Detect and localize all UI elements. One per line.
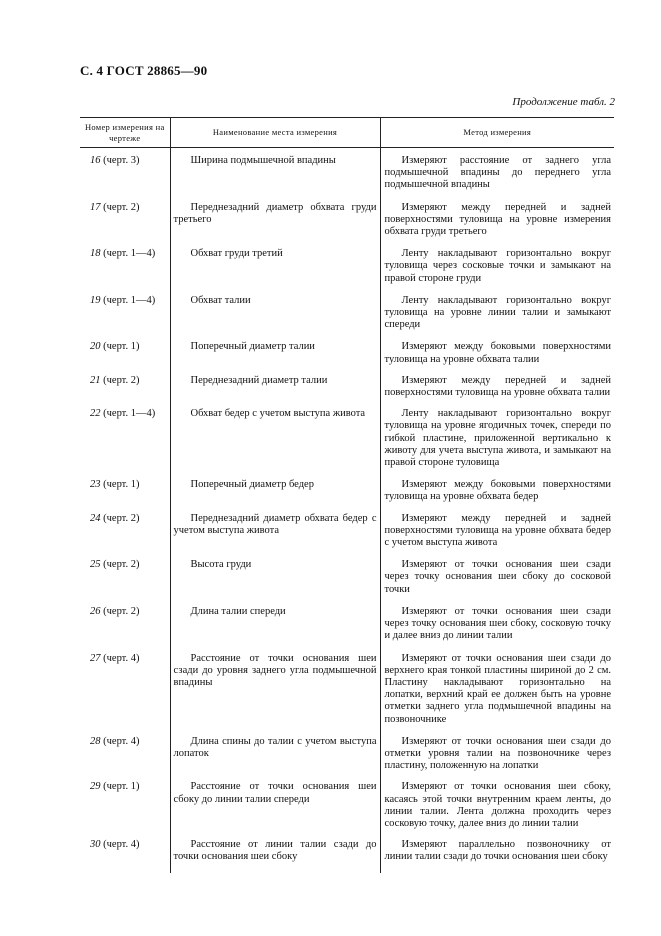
measurement-number — [80, 839, 170, 872]
measurement-method-text: Измеряют от точки основания шеи сзади до отметки уровня талии на позвоночнике через пластину, положенную на лопатки — [384, 735, 611, 772]
measurement-number — [80, 202, 170, 249]
table-row — [80, 559, 614, 606]
measurement-method — [380, 839, 614, 872]
measurement-name — [170, 375, 380, 408]
table-row — [80, 375, 614, 408]
measurement-number — [80, 653, 170, 736]
measurement-number — [80, 341, 170, 374]
measurement-number — [80, 781, 170, 839]
measurement-number — [80, 606, 170, 653]
measurement-name-text: Длина талии спереди — [190, 605, 286, 617]
measurement-name-text: Высота груди — [190, 559, 252, 571]
measurement-method — [380, 559, 614, 606]
measurement-method — [380, 295, 614, 342]
table-row — [80, 248, 614, 295]
measurement-name — [170, 202, 380, 249]
measurement-number-value: 21 — [90, 374, 101, 386]
table-row — [80, 606, 614, 653]
measurement-number-value: 17 — [90, 201, 101, 213]
drawing-reference: (черт. 1) — [103, 341, 140, 353]
measurement-method-text: Ленту накладывают горизонтально вокруг туловища через сосковые точки и замыкают на правой стороне груди — [384, 248, 611, 284]
measurement-number-value: 27 — [90, 652, 101, 664]
measurement-method-text: Измеряют параллельно позвоночнику от линии талии сзади до точки основания шеи сбоку — [384, 839, 611, 863]
measurement-method-text: Ленту накладывают горизонтально вокруг туловища на уровне ягодичных точек, спереди по гибкой пластине, приложенной вертикально к животу для учета выступа живота, и замыкают на правой стороне туловища — [384, 408, 611, 469]
measurement-name-text: Переднезадний диаметр обхвата груди третьего — [173, 201, 377, 225]
measurement-method — [380, 341, 614, 374]
table-row — [80, 148, 614, 202]
measurement-method-text: Измеряют от точки основания шеи сзади через точку основания шеи сбоку, сосковую точку и далее вниз до линии талии — [384, 605, 611, 642]
measurement-name-text: Поперечный диаметр талии — [190, 341, 315, 353]
drawing-reference: (черт. 4) — [103, 839, 140, 851]
measurement-number-value: 18 — [90, 248, 101, 260]
measurement-name-text: Обхват груди третий — [190, 248, 283, 260]
table-row — [80, 653, 614, 736]
measurement-number-value: 24 — [90, 512, 101, 524]
drawing-reference: (черт. 2) — [103, 605, 140, 617]
table-row — [80, 781, 614, 839]
drawing-reference: (черт. 4) — [103, 735, 140, 747]
measurement-number — [80, 513, 170, 560]
measurement-method — [380, 513, 614, 560]
measurement-name — [170, 148, 380, 202]
table-row — [80, 295, 614, 342]
table-row — [80, 202, 614, 249]
table-row — [80, 341, 614, 374]
drawing-reference: (черт. 1) — [103, 781, 140, 793]
drawing-reference: (черт. 1—4) — [103, 408, 156, 420]
measurement-name — [170, 248, 380, 295]
measurement-method — [380, 202, 614, 249]
drawing-reference: (черт. 4) — [103, 652, 140, 664]
measurement-number-value: 29 — [90, 781, 101, 793]
measurement-number-value: 30 — [90, 839, 101, 851]
measurement-method — [380, 606, 614, 653]
measurement-method-text: Измеряют от точки основания шеи сзади через точку основания шеи сбоку до сосковой точки — [384, 559, 611, 595]
measurement-method-text: Измеряют от точки основания шеи сбоку, касаясь этой точки внутренним краем ленты, до линии талии. Лента должна проходить через сосковую точку, далее вниз до линии талии — [384, 781, 611, 829]
measurement-number-value: 25 — [90, 559, 101, 571]
table-row — [80, 839, 614, 872]
measurement-name-text: Поперечный диаметр бедер — [190, 479, 314, 491]
measurement-name-text: Обхват бедер с учетом выступа живота — [190, 408, 366, 420]
measurement-number-value: 19 — [90, 294, 101, 306]
measurement-number-value: 16 — [90, 155, 101, 166]
measurement-name — [170, 839, 380, 872]
measurement-number — [80, 736, 170, 782]
measurement-name-text: Ширина подмышечной впадины — [190, 155, 336, 166]
measurement-name-text: Расстояние от точки основания шеи сзади до уровня заднего угла подмышечной впадины — [173, 652, 377, 688]
table-row — [80, 408, 614, 479]
measurement-method-text: Измеряют между боковыми поверхностями туловища на уровне обхвата бедер — [384, 479, 611, 503]
measurement-number-value: 20 — [90, 341, 101, 353]
drawing-reference: (черт. 3) — [103, 155, 140, 166]
measurement-number-value: 22 — [90, 408, 101, 420]
table-row — [80, 479, 614, 512]
measurement-number-value: 26 — [90, 605, 101, 617]
measurement-name — [170, 736, 380, 782]
measurement-method-text: Измеряют между боковыми поверхностями туловища на уровне обхвата талии — [384, 341, 611, 365]
drawing-reference: (черт. 1—4) — [103, 294, 156, 306]
measurement-name — [170, 653, 380, 736]
measurement-method-text: Измеряют от точки основания шеи сзади до верхнего края тонкой пластины шириной до 2 см. Пластину накладывают горизонтально на лопатки, верхний край ее должен быть на уровне отметки заднего угла подмышечной впадины на позвоночнике — [384, 652, 611, 725]
measurement-name — [170, 295, 380, 342]
measurement-name — [170, 781, 380, 839]
measurement-name-text: Переднезадний диаметр обхвата бедер с учетом выступа живота — [173, 512, 377, 536]
measurement-method — [380, 408, 614, 479]
column-header-number: Номер измерения на чертеже — [80, 118, 170, 148]
measurement-number-value: 23 — [90, 479, 101, 491]
measurement-number — [80, 408, 170, 479]
table-row — [80, 736, 614, 782]
measurement-name-text: Переднезадний диаметр талии — [190, 374, 328, 386]
measurement-table — [80, 117, 614, 873]
measurement-method — [380, 736, 614, 782]
measurement-name-text: Расстояние от линии талии сзади до точки основания шеи сбоку — [173, 839, 377, 863]
drawing-reference: (черт. 2) — [103, 374, 140, 386]
measurement-method-text: Измеряют между передней и задней поверхностями туловища на уровне обхвата талии — [384, 374, 611, 399]
measurement-method — [380, 375, 614, 408]
measurement-name — [170, 341, 380, 374]
column-header-method: Метод измерения — [380, 118, 614, 148]
measurement-method — [380, 781, 614, 839]
measurement-method-text: Измеряют расстояние от заднего угла подмышечной впадины до переднего угла подмышечной впадины — [384, 155, 611, 191]
drawing-reference: (черт. 2) — [103, 201, 140, 213]
drawing-reference: (черт. 1—4) — [103, 248, 156, 260]
measurement-number — [80, 248, 170, 295]
measurement-method — [380, 148, 614, 202]
column-header-name: Наименование места измерения — [170, 118, 380, 148]
measurement-name-text: Длина спины до талии с учетом выступа лопаток — [173, 735, 377, 759]
drawing-reference: (черт. 1) — [103, 479, 140, 491]
measurement-method-text: Ленту накладывают горизонтально вокруг туловища на уровне линии талии и замыкают спереди — [384, 294, 611, 331]
measurement-number — [80, 479, 170, 512]
measurement-name — [170, 513, 380, 560]
measurement-method — [380, 248, 614, 295]
measurement-method-text: Измеряют между передней и задней поверхностями туловища на уровне обхвата бедер с учетом выступа живота — [384, 512, 611, 549]
page-header: С. 4 ГОСТ 28865—90 — [80, 63, 208, 78]
measurement-number-value: 28 — [90, 735, 101, 747]
measurement-name-text: Расстояние от точки основания шеи сбоку до линии талии спереди — [173, 781, 377, 805]
measurement-number — [80, 295, 170, 342]
measurement-number — [80, 148, 170, 202]
measurement-method-text: Измеряют между передней и задней поверхностями туловища на уровне измерения обхвата груди третьего — [384, 201, 611, 238]
measurement-name — [170, 559, 380, 606]
drawing-reference: (черт. 2) — [103, 512, 140, 524]
measurement-name — [170, 479, 380, 512]
table-continuation-label: Продолжение табл. 2 — [512, 96, 615, 108]
measurement-number — [80, 375, 170, 408]
table-header-row — [80, 118, 614, 148]
table-row — [80, 513, 614, 560]
measurement-method — [380, 653, 614, 736]
measurement-name — [170, 606, 380, 653]
measurement-name-text: Обхват талии — [190, 294, 251, 306]
measurement-method — [380, 479, 614, 512]
drawing-reference: (черт. 2) — [103, 559, 140, 571]
measurement-name — [170, 408, 380, 479]
measurement-number — [80, 559, 170, 606]
